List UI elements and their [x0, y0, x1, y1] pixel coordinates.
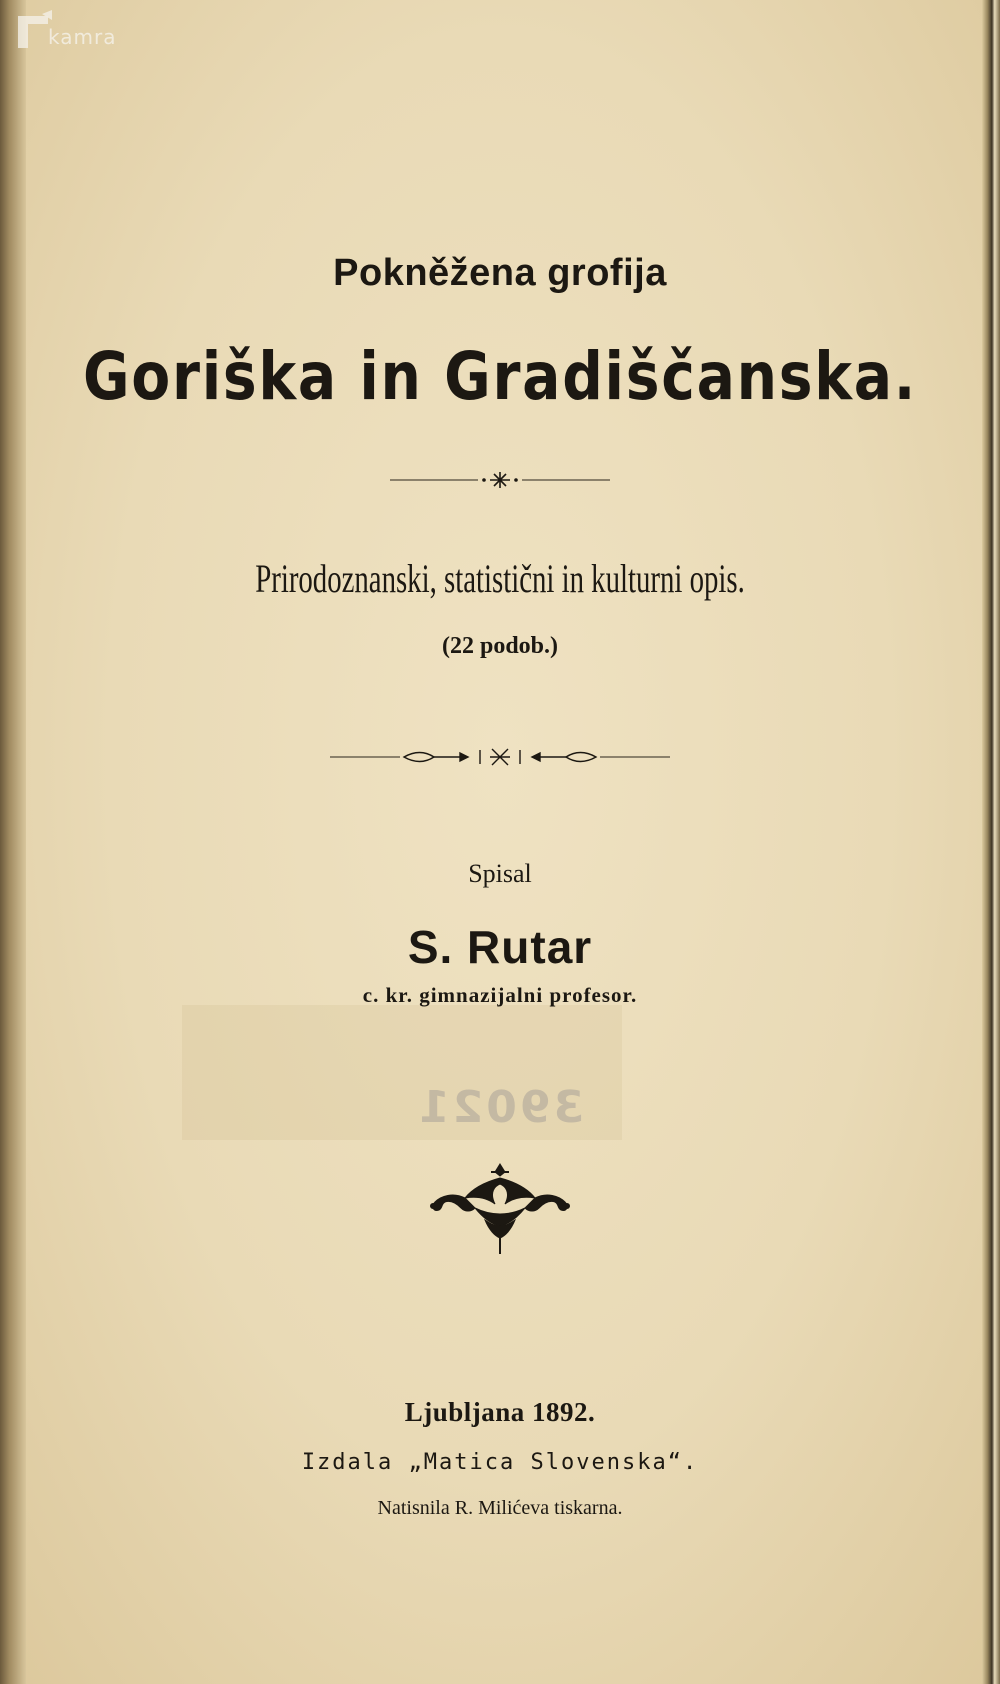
figures-note: (22 podob.)	[441, 633, 559, 659]
author-name: S. Rutar	[407, 921, 593, 973]
library-stamp-number: 39021	[415, 1082, 585, 1133]
title-line-1: Pokněžena grofija	[333, 252, 667, 294]
subtitle: Prirodoznanski, statistični in kulturni opis.	[255, 556, 745, 601]
author-role: c. kr. gimnazijalni profesor.	[362, 983, 638, 1007]
watermark-text: kamra	[48, 25, 117, 49]
rule-ornament-middle	[0, 746, 1000, 768]
fleuron-ornament	[0, 1162, 1000, 1258]
title-line-2: Goriška in Gradiščanska.	[82, 338, 918, 415]
watermark	[12, 10, 116, 56]
imprint-printer: Natisnila R. Milićeva tiskarna.	[377, 1497, 623, 1519]
byline-label: Spisal	[468, 859, 532, 888]
rule-ornament-top	[0, 470, 1000, 490]
imprint-publisher: Izdala „Matica Slovenska“.	[301, 1450, 699, 1475]
imprint-city-year: Ljubljana 1892.	[404, 1397, 596, 1427]
